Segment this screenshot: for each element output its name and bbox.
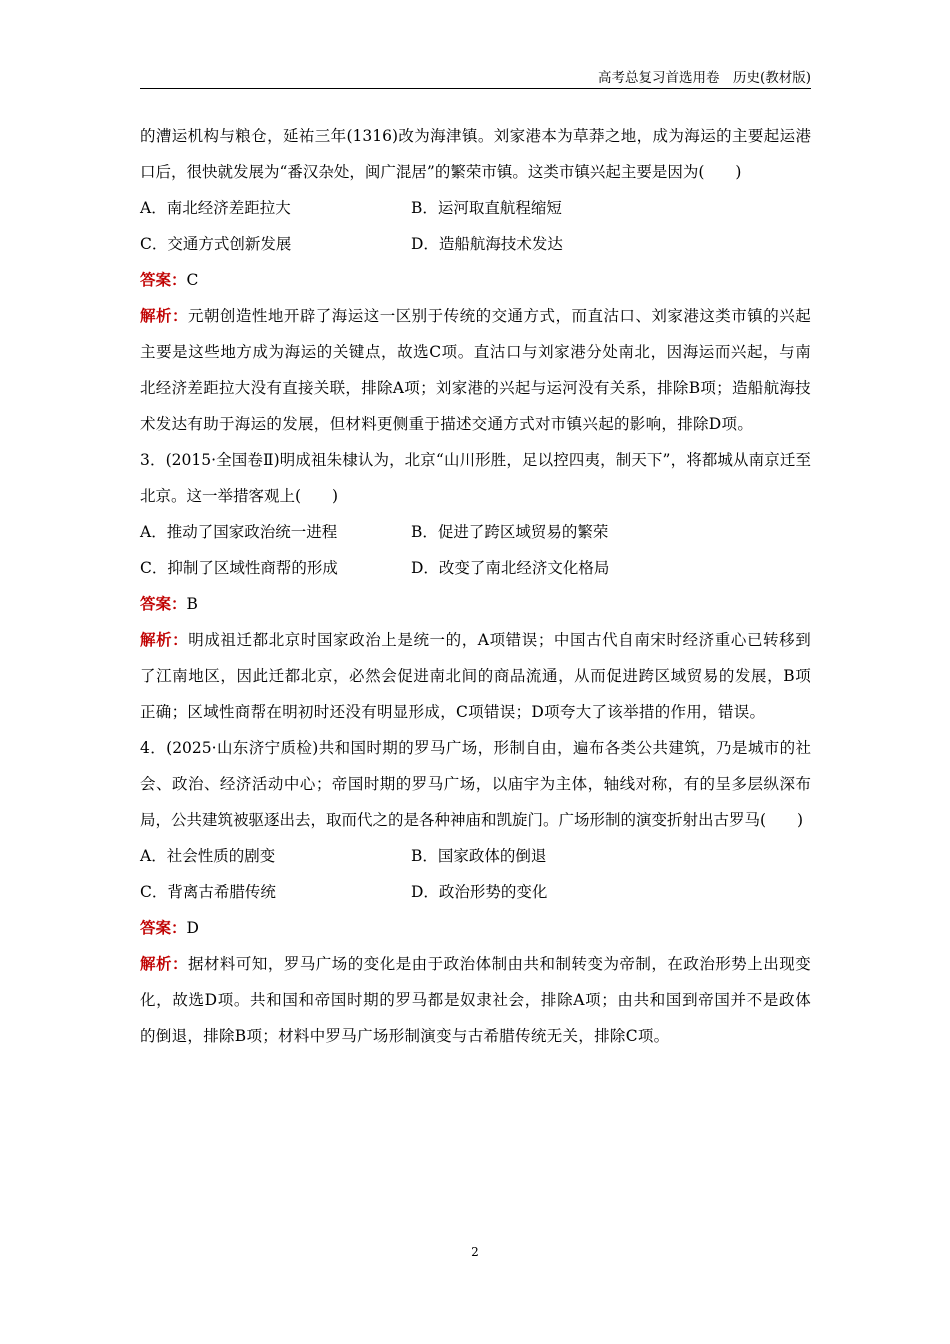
q4-analysis [140,946,811,1054]
analysis-label: 解析： [140,954,188,973]
q3-option-b: B．促进了跨区域贸易的繁荣 [411,523,609,541]
q3-options-row-1 [140,514,811,550]
q3-stem: 3．(2015·全国卷Ⅱ)明成祖朱棣认为，北京“山川形胜，足以控四夷，制天下”，将都城从南京迁至北京。这一举措客观上( ) [140,451,811,505]
q4-answer-value: D [186,919,199,937]
answer-label: 答案： [140,918,187,937]
q3-answer [140,586,811,622]
document-body [140,118,811,1054]
q2-answer [140,262,811,298]
q3-option-c: C．抑制了区域性商帮的形成 [140,559,338,577]
q2-option-d: D．造船航海技术发达 [411,235,563,253]
answer-label: 答案： [140,594,187,613]
q2-stem: 的漕运机构与粮仓，延祐三年(1316)改为海津镇。刘家港本为草莽之地，成为海运的主要起运港口后，很快就发展为“番汉杂处，闽广混居”的繁荣市镇。这类市镇兴起主要是因为( ) [140,127,811,181]
q4-option-b: B．国家政体的倒退 [411,847,547,865]
q4-option-a: A．社会性质的剧变 [140,847,276,865]
q4-answer [140,910,811,946]
q3-analysis [140,622,811,730]
q2-analysis [140,298,811,442]
analysis-label: 解析： [140,306,188,325]
page-number: 2 [471,1245,479,1259]
analysis-label: 解析： [140,630,189,649]
q3-options-row-2 [140,550,811,586]
q4-option-d: D．政治形势的变化 [411,883,548,901]
q4-options-row-2 [140,874,811,910]
q3-analysis-text: 明成祖迁都北京时国家政治上是统一的，A项错误；中国古代自南宋时经济重心已转移到了江南地区，因此迁都北京，必然会促进南北间的商品流通，从而促进跨区域贸易的发展，B项正确；区域性商帮在明初时还没有明显形成，C项错误；D项夸大了该举措的作用，错误。 [140,631,811,721]
q2-options-row-1 [140,190,811,226]
q4-analysis-text: 据材料可知，罗马广场的变化是由于政治体制由共和制转变为帝制，在政治形势上出现变化，故选D项。共和国和帝国时期的罗马都是奴隶社会，排除A项；由共和国到帝国并不是政体的倒退，排除B项；材料中罗马广场形制演变与古希腊传统无关，排除C项。 [140,955,812,1045]
q2-option-b: B．运河取直航程缩短 [411,199,562,217]
q4-stem: 4．(2025·山东济宁质检)共和国时期的罗马广场，形制自由，遍布各类公共建筑，乃是城市的社会、政治、经济活动中心；帝国时期的罗马广场，以庙宇为主体，轴线对称，有的呈多层纵深布局，公共建筑被驱逐出去，取而代之的是各种神庙和凯旋门。广场形制的演变折射出古罗马( ) [140,739,811,829]
q3-option-d: D．改变了南北经济文化格局 [411,559,610,577]
q4-option-c: C．背离古希腊传统 [140,883,276,901]
q4-options-row-1 [140,838,811,874]
q2-option-a: A．南北经济差距拉大 [140,199,291,217]
page-header [140,60,811,89]
q2-option-c: C．交通方式创新发展 [140,235,292,253]
answer-label: 答案： [140,270,187,289]
header-title: 高考总复习首选用卷 历史(教材版) [597,70,811,86]
q2-analysis-text: 元朝创造性地开辟了海运这一区别于传统的交通方式，而直沽口、刘家港这类市镇的兴起主要是这些地方成为海运的关键点，故选C项。直沽口与刘家港分处南北，因海运而兴起，与南北经济差距拉大没有直接关联，排除A项；刘家港的兴起与运河没有关系，排除B项；造船航海技术发达有助于海运的发展，但材料更侧重于描述交通方式对市镇兴起的影响，排除D项。 [140,307,812,433]
q2-answer-value: C [186,271,199,289]
q3-answer-value: B [186,595,198,613]
q3-option-a: A．推动了国家政治统一进程 [140,523,338,541]
q2-options-row-2 [140,226,811,262]
